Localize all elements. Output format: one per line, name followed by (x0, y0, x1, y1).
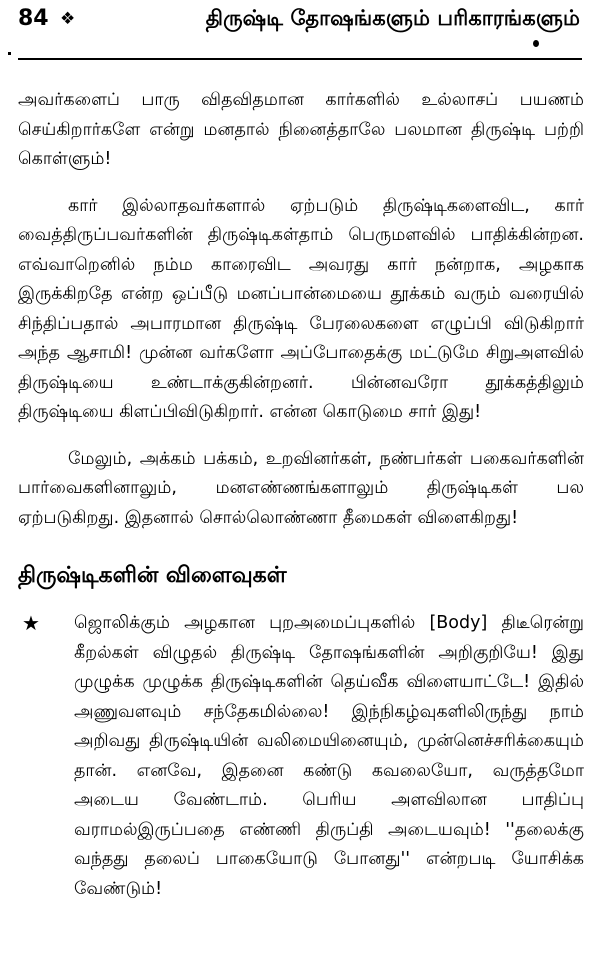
running-title: திருஷ்டி தோஷங்களும் பரிகாரங்களும் (205, 6, 580, 30)
bullet-item (18, 609, 584, 904)
header-rule (18, 58, 582, 60)
paragraph-2: கார் இல்லாதவர்களால் ஏற்படும் திருஷ்டிகளைவிட, கார் வைத்திருப்பவர்களின் திருஷ்டிகள்தாம் பெருமளவில் பாதிக்கின்றன. எவ்வாறெனில் நம்ம காரைவிட அவரது கார் நன்றாக, அழகாக இருக்கிறதே என்ற ஒப்பீடு மனப்பான்மையை தூக்கம் வரும் வரையில் சிந்திப்பதால் அபாரமான திருஷ்டி பேரலைகளை எழுப்பி விடுகிறார் அந்த ஆசாமி! முன்ன வர்களோ அப்போதைக்கு மட்டுமே சிறுஅளவில் திருஷ்டியை உண்டாக்குகின்றனர். பின்னவரோ தூக்கத்திலும் திருஷ்டியை கிளப்பிவிடுகிறார். என்ன கொடுமை சார் இது! (18, 195, 584, 422)
margin-speck (8, 52, 11, 55)
paragraph-1: அவர்களைப் பாரு விதவிதமான கார்களில் உல்லாசப் பயணம் செய்கிறார்களே என்று மனதால் நினைத்தாலே பலமான திருஷ்டி பற்றி கொள்ளும்! (18, 90, 584, 169)
ornament-icon: ❖ (60, 9, 76, 29)
bullet-text: ஜொலிக்கும் அழகான புறஅமைப்புகளில் [Body] திடீரென்று கீறல்கள் விழுதல் திருஷ்டி தோஷங்களின் அறிகுறியே! இது முழுக்க முழுக்க திருஷ்டிகளின் தெய்வீக விளையாட்டே! இதில் அணுவளவும் சந்தேகமில்லை! இந்நிகழ்வுகளிலிருந்து நாம் அறிவது திருஷ்டியின் வலிமையினையும், முன்னெச்சரிக்கையும் தான். எனவே, இதனை கண்டு கவலையோ, வருத்தமோ அடைய வேண்டாம். பெரிய அளவிலான பாதிப்பு வராமல்இருப்பதை எண்ணி திருப்தி அடையவும்! ''தலைக்கு வந்தது தலைப் பாகையோடு போனது'' என்றபடி யோசிக்க வேண்டும்! (74, 613, 584, 899)
page-body (18, 86, 584, 904)
page-number: 84 (18, 6, 49, 31)
paragraph-3: மேலும், அக்கம் பக்கம், உறவினர்கள், நண்பர்கள் பகைவர்களின் பார்வைகளினாலும், மனஎண்ணங்களாலும் திருஷ்டிகள் பல ஏற்படுகிறது. இதனால் சொல்லொண்ணா தீமைகள் விளைகிறது! (18, 448, 584, 528)
section-heading: திருஷ்டிகளின் விளைவுகள் (18, 563, 287, 588)
star-bullet-icon: ★ (22, 611, 40, 635)
page-header (0, 0, 600, 62)
ink-speck (533, 40, 539, 47)
